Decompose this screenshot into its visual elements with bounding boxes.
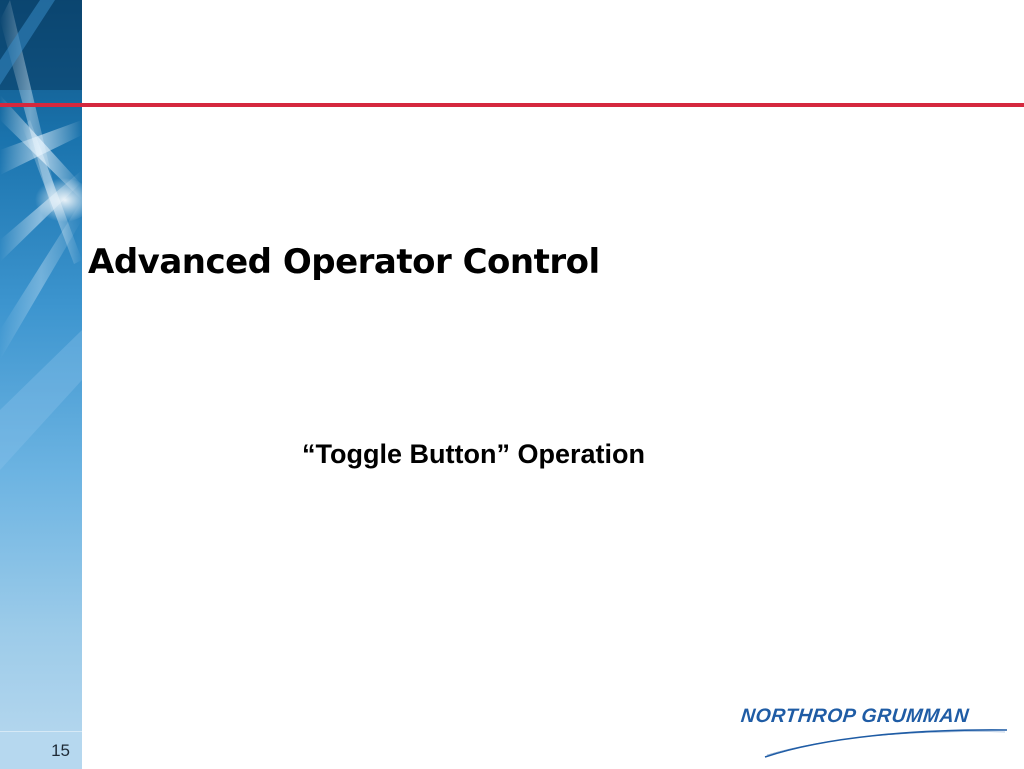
header-divider: [0, 103, 1024, 107]
logo-swoosh-icon: [735, 700, 1015, 762]
light-burst-graphic: [0, 0, 82, 768]
decorative-side-strip: [0, 0, 82, 768]
logo-wordmark: NORTHROP GRUMMAN: [739, 705, 971, 727]
page-number: 15: [51, 741, 70, 760]
slide-subtitle: “Toggle Button” Operation: [302, 439, 645, 469]
slide-title: Advanced Operator Control: [88, 242, 600, 282]
company-logo: [735, 700, 1015, 762]
